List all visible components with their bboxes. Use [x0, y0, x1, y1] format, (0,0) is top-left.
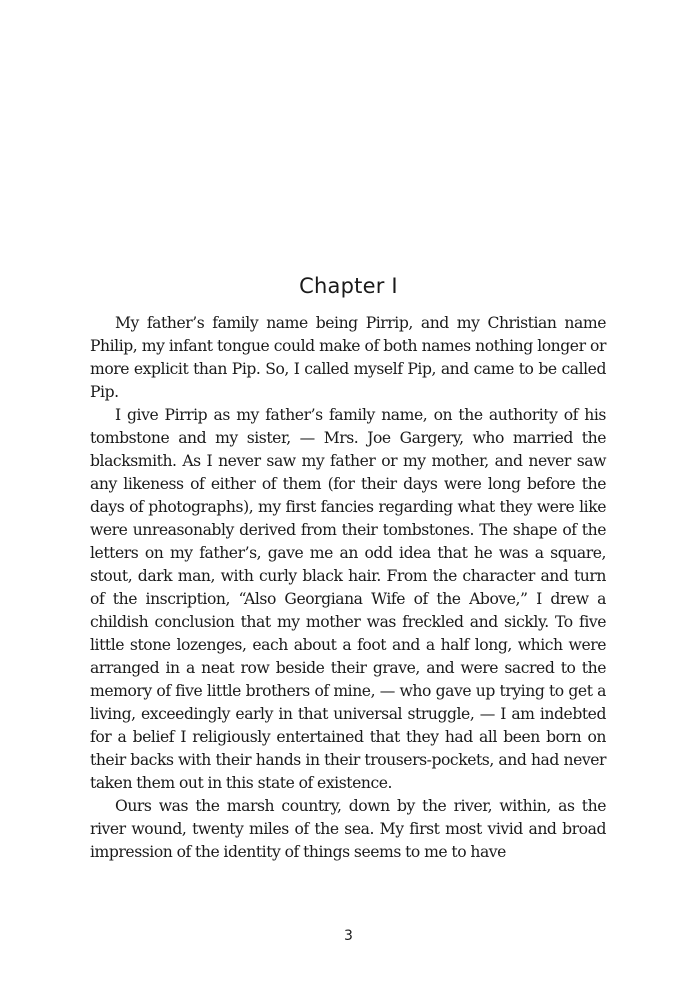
chapter-heading: Chapter I: [299, 274, 398, 298]
paragraph: I give Pirrip as my father’s family name, on the authority of his tombstone and my sister, — Mrs. Joe Gargery, who married the blacksmith. As I never saw my father or my mother, and never saw any likeness of either of them (for their days were long before the days of photographs), my first fancies regarding what they were like were unreasonably derived from their tombstones. The shape of the letters on my father’s, gave me an odd idea that he was a square, stout, dark man, with curly black hair. From the character and turn of the inscription, “Also Georgiana Wife of the Above,” I drew a childish conclusion that my mother was freckled and sickly. To five little stone lozenges, each about a foot and a half long, which were arranged in a neat row beside their grave, and were sacred to the memory of five little brothers of mine, — who gave up trying to get a living, exceedingly early in that universal struggle, — I am indebted for a belief I religiously entertained that they had all been born on their backs with their hands in their trousers-pockets, and had never taken them out in this state of existence.: [90, 406, 606, 792]
chapter-body: [90, 312, 606, 864]
paragraph: My father’s family name being Pirrip, and my Christian name Philip, my infant tongue could make of both names nothing longer or more explicit than Pip. So, I called myself Pip, and came to be called Pip.: [90, 314, 606, 401]
paragraph: Ours was the marsh country, down by the river, within, as the river wound, twenty miles of the sea. My first most vivid and broad impression of the identity of things seems to me to have: [90, 797, 606, 861]
page-number: 3: [344, 928, 353, 944]
